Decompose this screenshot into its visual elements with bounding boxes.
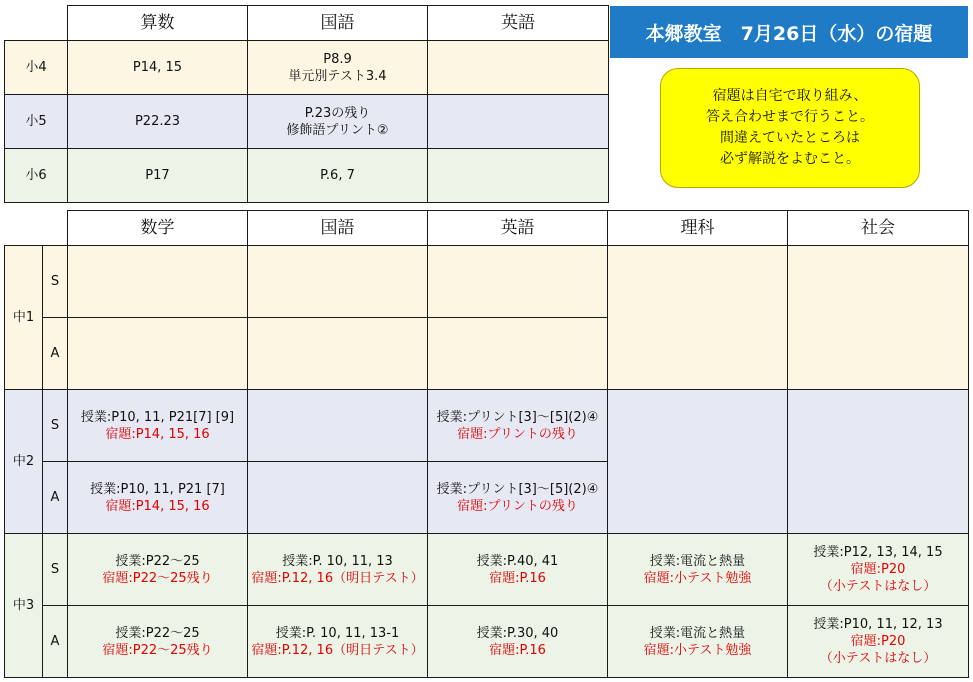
lesson-line: 授業:P. 10, 11, 13: [282, 553, 393, 569]
cell-g3-s-rika: [608, 534, 788, 606]
cell-line: 修飾語プリント②: [286, 122, 389, 138]
homework-note-line: （小テストはなし）: [819, 579, 937, 594]
cell-g3-a-sugaku: [68, 606, 248, 678]
header-kokugo: 国語: [248, 6, 428, 41]
cell-g2-a-sugaku: [68, 462, 248, 534]
homework-line: 宿題:P.16: [489, 642, 546, 658]
corner-cell: [5, 211, 68, 246]
class-label: A: [43, 462, 68, 534]
cell-g3-a-kokugo: [248, 606, 428, 678]
lesson-line: 授業:P10, 11, P21 [7]: [90, 481, 225, 497]
lesson-line: 授業:プリント[3]～[5](2)④: [436, 409, 599, 425]
lesson-line: 授業:P10, 11, P21[7] [9]: [80, 409, 235, 425]
cell-g2-s-kokugo: [248, 390, 428, 462]
lesson-line: 授業:P.40, 41: [476, 553, 559, 569]
note-line: 間違えていたところは: [720, 130, 860, 146]
cell-line: P8.9: [323, 51, 352, 67]
grade-label: 中3: [5, 534, 43, 678]
cell-g1-rika: [608, 246, 788, 390]
class-label: S: [43, 390, 68, 462]
homework-line: 宿題:P.12, 16（明日テスト）: [251, 642, 424, 658]
cell-g5-eigo: [428, 95, 609, 149]
header-eigo: 英語: [428, 211, 608, 246]
grade-label: 中2: [5, 390, 43, 534]
cell-g6-eigo: [428, 149, 609, 203]
grade-label: 中1: [5, 246, 43, 390]
junior-high-homework-table: [4, 210, 969, 678]
homework-line: 宿題:P14, 15, 16: [105, 426, 210, 442]
cell-g1-s-kokugo: [248, 246, 428, 318]
cell-line: P.6, 7: [320, 168, 355, 183]
cell-g2-a-kokugo: [248, 462, 428, 534]
homework-line: 宿題:小テスト勉強: [643, 642, 752, 658]
homework-line: 宿題:P14, 15, 16: [105, 498, 210, 514]
cell-g3-s-eigo: [428, 534, 608, 606]
header-kokugo: 国語: [248, 211, 428, 246]
homework-note: [660, 68, 920, 188]
class-label: S: [43, 246, 68, 318]
cell-g6-kokugo: [248, 149, 428, 203]
cell-g1-a-sugaku: [68, 318, 248, 390]
note-line: 答え合わせまで行うこと。: [706, 109, 874, 125]
homework-line: 宿題:P20: [850, 562, 906, 577]
homework-note-line: （小テストはなし）: [819, 651, 937, 666]
cell-g2-a-eigo: [428, 462, 608, 534]
cell-g5-kokugo: [248, 95, 428, 149]
homework-line: 宿題:小テスト勉強: [643, 570, 752, 586]
header-sansu: 算数: [68, 6, 248, 41]
cell-g3-s-sugaku: [68, 534, 248, 606]
lesson-line: 授業:電流と熱量: [649, 553, 746, 569]
cell-g3-s-kokugo: [248, 534, 428, 606]
cell-line: P22.23: [134, 114, 181, 129]
cell-g3-a-rika: [608, 606, 788, 678]
cell-g2-s-eigo: [428, 390, 608, 462]
homework-line: 宿題:P22～25残り: [102, 642, 213, 658]
homework-line: 宿題:プリントの残り: [457, 498, 578, 514]
lesson-line: 授業:電流と熱量: [649, 625, 746, 641]
cell-g6-sansu: [68, 149, 248, 203]
lesson-line: 授業:P.30, 40: [476, 625, 559, 641]
homework-line: 宿題:プリントの残り: [457, 426, 578, 442]
grade-label: 小4: [5, 41, 68, 95]
cell-g4-sansu: [68, 41, 248, 95]
cell-g3-s-shakai: [788, 534, 969, 606]
lesson-line: 授業:P22～25: [115, 553, 200, 569]
lesson-line: 授業:P22～25: [115, 625, 200, 641]
class-label: A: [43, 606, 68, 678]
cell-g3-a-shakai: [788, 606, 969, 678]
cell-g1-a-kokugo: [248, 318, 428, 390]
cell-g4-kokugo: [248, 41, 428, 95]
cell-g3-a-eigo: [428, 606, 608, 678]
header-shakai: 社会: [788, 211, 969, 246]
lesson-line: 授業:P12, 13, 14, 15: [813, 545, 943, 560]
cell-g2-s-sugaku: [68, 390, 248, 462]
corner-cell: [5, 6, 68, 41]
cell-g1-shakai: [788, 246, 969, 390]
grade-label: 小6: [5, 149, 68, 203]
elementary-homework-table: [4, 5, 609, 203]
cell-line: P17: [145, 168, 170, 183]
grade-label: 小5: [5, 95, 68, 149]
lesson-line: 授業:P10, 11, 12, 13: [813, 617, 943, 632]
class-label: S: [43, 534, 68, 606]
note-line: 宿題は自宅で取り組み、: [712, 88, 868, 104]
lesson-line: 授業:P. 10, 11, 13-1: [275, 625, 400, 641]
lesson-line: 授業:プリント[3]～[5](2)④: [436, 481, 599, 497]
cell-g2-shakai: [788, 390, 969, 534]
cell-g4-eigo: [428, 41, 609, 95]
cell-g1-s-sugaku: [68, 246, 248, 318]
cell-line: P14, 15: [132, 60, 183, 75]
homework-line: 宿題:P.16: [489, 570, 546, 586]
class-label: A: [43, 318, 68, 390]
cell-g2-rika: [608, 390, 788, 534]
header-eigo: 英語: [428, 6, 609, 41]
cell-g1-a-eigo: [428, 318, 608, 390]
page-title: 本郷教室 7月26日（水）の宿題: [610, 6, 968, 58]
header-rika: 理科: [608, 211, 788, 246]
homework-line: 宿題:P22～25残り: [102, 570, 213, 586]
cell-g1-s-eigo: [428, 246, 608, 318]
cell-line: 単元別テスト3.4: [288, 68, 387, 84]
note-line: 必ず解説をよむこと。: [720, 151, 860, 167]
homework-line: 宿題:P20: [850, 634, 906, 649]
cell-g5-sansu: [68, 95, 248, 149]
cell-line: P.23の残り: [304, 105, 371, 121]
homework-line: 宿題:P.12, 16（明日テスト）: [251, 570, 424, 586]
header-sugaku: 数学: [68, 211, 248, 246]
